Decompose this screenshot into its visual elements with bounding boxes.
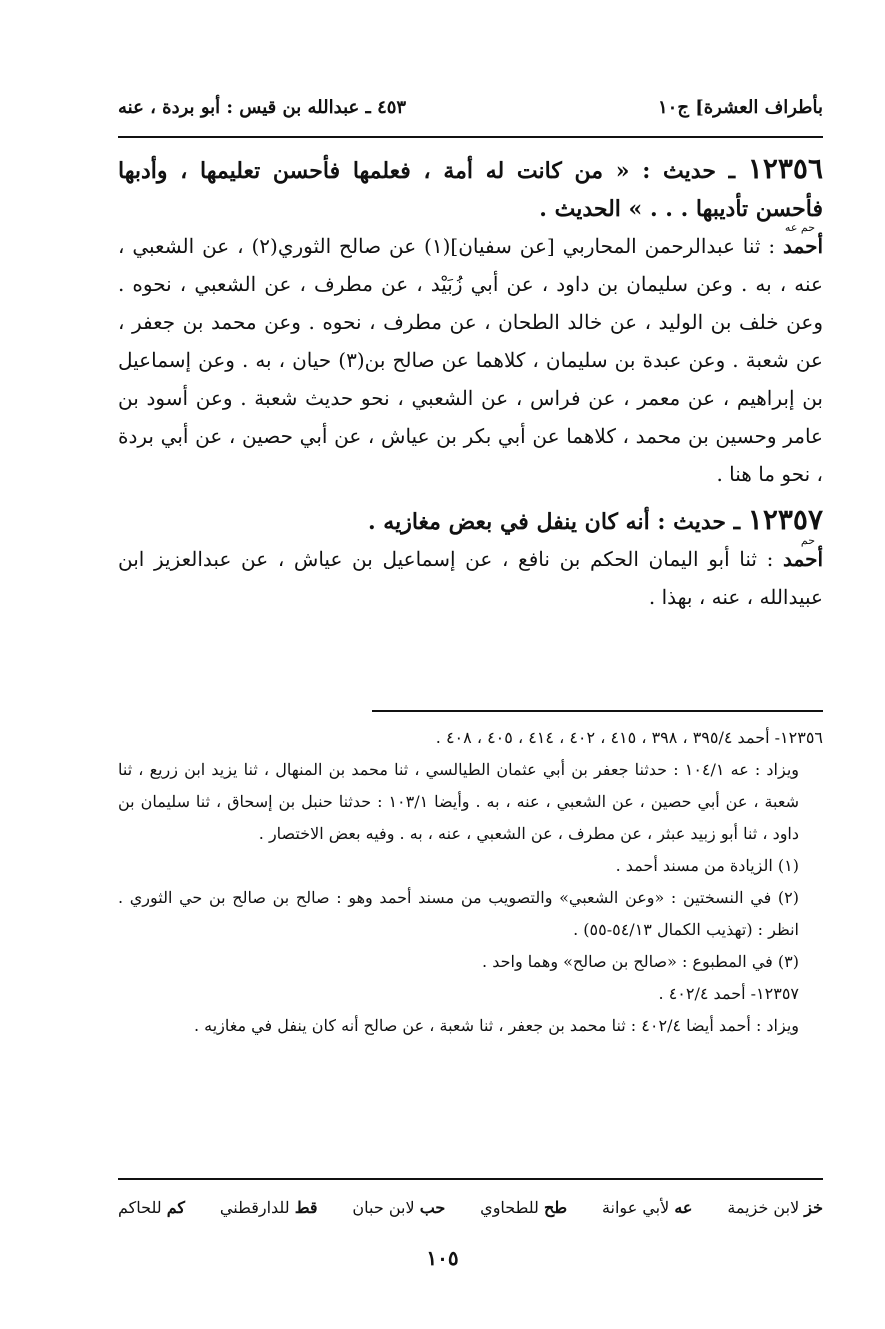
abbreviation-item: عه لأبي عوانة xyxy=(601,1197,693,1217)
footnote: ١٢٣٥٧- أحمد ٤٠٢/٤ . xyxy=(658,984,799,1003)
footnotes xyxy=(118,722,823,1042)
hadith-isnad-12356 xyxy=(118,227,823,493)
hadith-number: ١٢٣٥٧ xyxy=(747,503,823,536)
abbreviation-item: طح للطحاوي xyxy=(480,1197,568,1217)
hadith-title: ـ حديث : أنه كان ينفل في بعض مغازيه . xyxy=(367,509,741,535)
source-sigla: حم عه xyxy=(784,221,815,234)
footnote: ويزاد : عه ١٠٤/١ : حدثنا جعفر بن أبي عثمان الطيالسي ، ثنا محمد بن المنهال ، ثنا يزيد ابن زريع ، ثنا شعبة ، عن أبي حصين ، عن الشعبي ، عنه ، به . وأيضا ١٠٣/١ : حدثنا حنبل بن إسحاق ، ثنا سليمان بن داود ، ثنا أبو زبيد عبثر ، عن مطرف ، عن الشعبي ، عنه ، به . وفيه بعض الاختصار . xyxy=(118,760,799,843)
hadith-number: ١٢٣٥٦ xyxy=(747,152,823,185)
footnote: (١) الزيادة من مسند أحمد . xyxy=(615,856,799,875)
footnote-rule xyxy=(372,710,823,712)
source-sigla: حم xyxy=(800,534,815,547)
main-text xyxy=(118,150,823,616)
isnad-text: : ثنا عبدالرحمن المحاربي [عن سفيان](١) عن صالح الثوري(٢) ، عن الشعبي ، عنه ، به . وعن سليمان بن داود ، عن أبي زُبَيْد ، عن مطرف ، عن الشعبي ، نحوه . وعن خلف بن الوليد ، عن خالد الطحان ، عن مطرف ، نحوه . وعن محمد بن جعفر ، عن شعبة . وعن عبدة بن سليمان ، كلاهما عن صالح بن(٣) حيان ، به . وعن إسماعيل بن إبراهيم ، عن معمر ، عن فراس ، عن الشعبي ، نحو حديث شعبة . وعن أسود بن عامر وحسين بن محمد ، كلاهما عن أبي بكر بن عياش ، عن أبي حصين ، عن أبي بردة ، نحو ما هنا . xyxy=(118,234,823,486)
abbreviations-key xyxy=(118,1190,823,1224)
abbreviation-item: حب لابن حبان xyxy=(352,1197,446,1217)
header-rule xyxy=(118,136,823,138)
abbreviation-item: خز لابن خزيمة xyxy=(727,1197,823,1217)
footnote: ١٢٣٥٦- أحمد ٣٩٥/٤ ، ٣٩٨ ، ٤١٥ ، ٤٠٢ ، ٤١٤ ، ٤٠٥ ، ٤٠٨ . xyxy=(435,728,823,747)
source-lead: أحمد xyxy=(783,547,823,571)
header-volume-title: بأطراف العشرة] ج١٠ xyxy=(657,96,823,118)
hadith-heading-12356 xyxy=(118,150,823,228)
footnote: ويزاد : أحمد أيضا ٤٠٢/٤ : ثنا محمد بن جعفر ، ثنا شعبة ، عن صالح أنه كان ينفل في مغازيه . xyxy=(193,1016,799,1035)
footnote: (٣) في المطبوع : «صالح بن صالح» وهما واحد . xyxy=(482,952,799,971)
hadith-isnad-12357 xyxy=(118,540,823,616)
abbreviations-rule xyxy=(118,1178,823,1180)
abbreviation-item: قط للدارقطني xyxy=(219,1197,318,1217)
abbreviation-item: كم للحاكم xyxy=(118,1197,186,1217)
source-lead: أحمد xyxy=(783,234,823,258)
header-section-title: ٤٥٣ ـ عبدالله بن قيس : أبو بردة ، عنه xyxy=(118,96,407,118)
footnote: (٢) في النسختين : «وعن الشعبي» والتصويب من مسند أحمد وهو : صالح بن صالح بن حي الثوري . انظر : (تهذيب الكمال ٥٤/١٣-٥٥) . xyxy=(118,888,799,939)
running-header xyxy=(118,92,823,122)
isnad-text: : ثنا أبو اليمان الحكم بن نافع ، عن إسماعيل بن عياش ، عن عبدالعزيز ابن عبيدالله ، عنه ، بهذا . xyxy=(118,547,823,609)
hadith-title: ـ حديث : « من كانت له أمة ، فعلمها فأحسن تعليمها ، وأدبها فأحسن تأديبها . . . » الحديث . xyxy=(118,158,823,222)
page-number: ١٠٥ xyxy=(426,1246,459,1270)
